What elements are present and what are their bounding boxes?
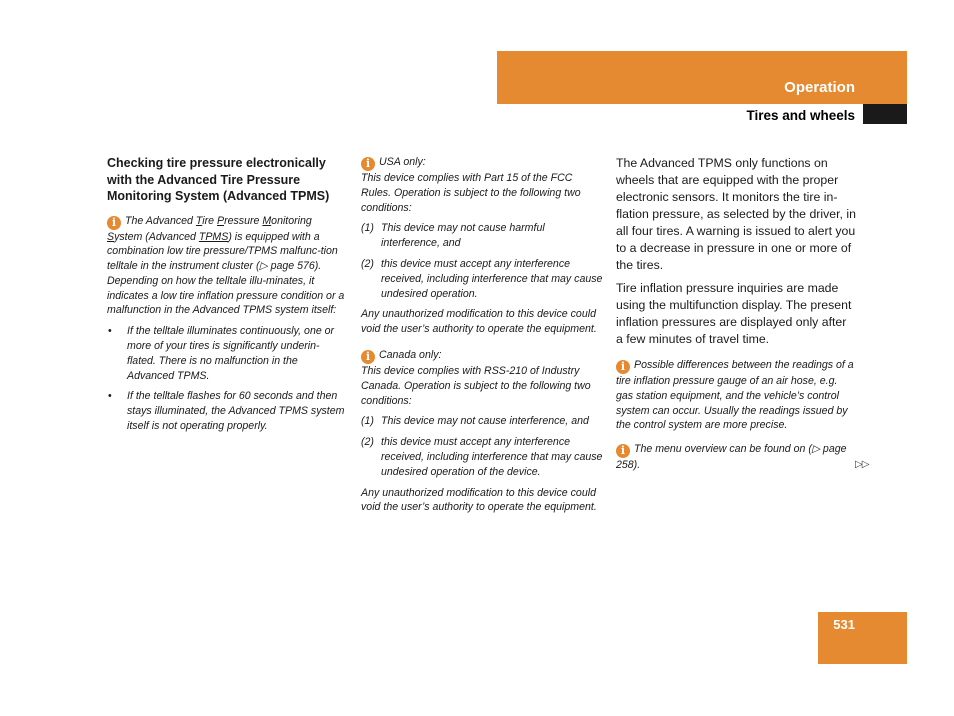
bullet-marker: • xyxy=(108,325,112,338)
info-icon: i xyxy=(616,360,630,374)
tpms-info-note xyxy=(107,214,347,319)
note-underline-m: M xyxy=(262,214,272,227)
list-item xyxy=(107,389,347,433)
usa-condition-1 xyxy=(361,221,603,251)
subsection-title: Tires and wheels xyxy=(746,108,855,123)
info-icon: i xyxy=(361,157,375,171)
section-title: Operation xyxy=(784,79,855,96)
info-icon: i xyxy=(616,444,630,458)
note-text: Possible differences between the readings of a tire inflation pressure gauge of an air hose, e.g. gas station equipment, and the vehicle’s control system can occur. Usually the readings issued by the control system are more precise. xyxy=(616,359,854,432)
note-underline-t: T xyxy=(195,214,203,227)
column-left xyxy=(107,155,347,440)
info-icon: i xyxy=(107,216,121,230)
canada-note xyxy=(361,348,603,408)
page-number: 531 xyxy=(833,617,855,632)
condition-text: This device may not cause interference, and xyxy=(381,415,589,428)
note-text: ) is equipped with a combination low tire pressure/TPMS malfunc-tion telltale in the instrument cluster (▷ page 576). Depending on how the telltale illu-minates, it indicates a low tire inflation pressure condition or a malfunction in the Advanced TPMS system itself: xyxy=(107,230,345,317)
usa-label: USA only: xyxy=(379,156,426,168)
condition-number: (1) xyxy=(361,222,374,235)
subsection-tab-marker xyxy=(863,104,907,124)
note-underline-tpms: TPMS xyxy=(198,230,229,243)
section-heading: Checking tire pressure electronically with the Advanced Tire Pressure Monitoring System (Advanced TPMS) xyxy=(107,156,330,203)
bullet-text: If the telltale flashes for 60 seconds and then stays illuminated, the Advanced TPMS system itself is not operating properly. xyxy=(127,390,345,433)
condition-number: (1) xyxy=(361,415,374,428)
telltale-bullet-list xyxy=(107,324,347,434)
bullet-text: If the telltale illuminates continuously, one or more of your tires is significantly underin-flated. There is no malfunction in the Advanced TPMS. xyxy=(127,325,335,382)
usa-condition-2 xyxy=(361,257,603,301)
usa-footer: Any unauthorized modification to this device could void the user’s authority to operate the equipment. xyxy=(361,308,597,336)
menu-overview-note xyxy=(616,442,856,473)
usa-intro: This device complies with Part 15 of the FCC Rules. Operation is subject to the following two conditions: xyxy=(361,172,581,214)
pressure-difference-note xyxy=(616,358,856,433)
section-header-bar xyxy=(497,51,907,104)
note-text: ystem (Advanced xyxy=(114,230,199,243)
condition-number: (2) xyxy=(361,257,374,270)
condition-text: this device must accept any interference received, including interference that may cause undesired operation of the device. xyxy=(381,436,603,478)
info-icon: i xyxy=(361,350,375,364)
condition-number: (2) xyxy=(361,436,374,449)
canada-condition-1 xyxy=(361,414,603,429)
condition-text: This device may not cause harmful interference, and xyxy=(381,222,545,250)
tpms-description: The Advanced TPMS only functions on wheels that are equipped with the proper electronic sensors. It monitors the tire in-flation pressure, as selected by the driver, in all four tires. A warning is issued to alert you to a decrease in pressure in one or more of the tires. xyxy=(616,156,856,272)
condition-text: this device must accept any interference received, including interference that may cause undesired operation. xyxy=(381,257,603,300)
note-text: onitoring xyxy=(271,214,312,227)
canada-label: Canada only: xyxy=(379,348,442,361)
list-item xyxy=(107,324,347,383)
canada-condition-2 xyxy=(361,435,603,479)
note-text: ressure xyxy=(224,214,263,227)
note-text: The Advanced xyxy=(125,214,196,227)
page-number-box xyxy=(818,612,907,664)
note-text: The menu overview can be found on (▷ page 258). xyxy=(616,443,847,472)
column-right xyxy=(616,155,856,479)
canada-intro: This device complies with RSS-210 of Industry Canada. Operation is subject to the following two conditions: xyxy=(361,364,591,407)
bullet-marker: • xyxy=(108,390,112,403)
note-underline-p: P xyxy=(216,214,225,227)
column-middle xyxy=(361,155,603,521)
inquiry-description: Tire inflation pressure inquiries are made using the multifunction display. The present inflation pressures are displayed only after a few minutes of travel time. xyxy=(616,281,852,346)
canada-footer: Any unauthorized modification to this device could void the user’s authority to operate the equipment. xyxy=(361,486,597,514)
continue-arrows-icon: ▷▷ xyxy=(855,459,869,470)
note-text: ire xyxy=(202,214,217,227)
note-underline-s: S xyxy=(107,230,115,243)
usa-note xyxy=(361,155,603,215)
